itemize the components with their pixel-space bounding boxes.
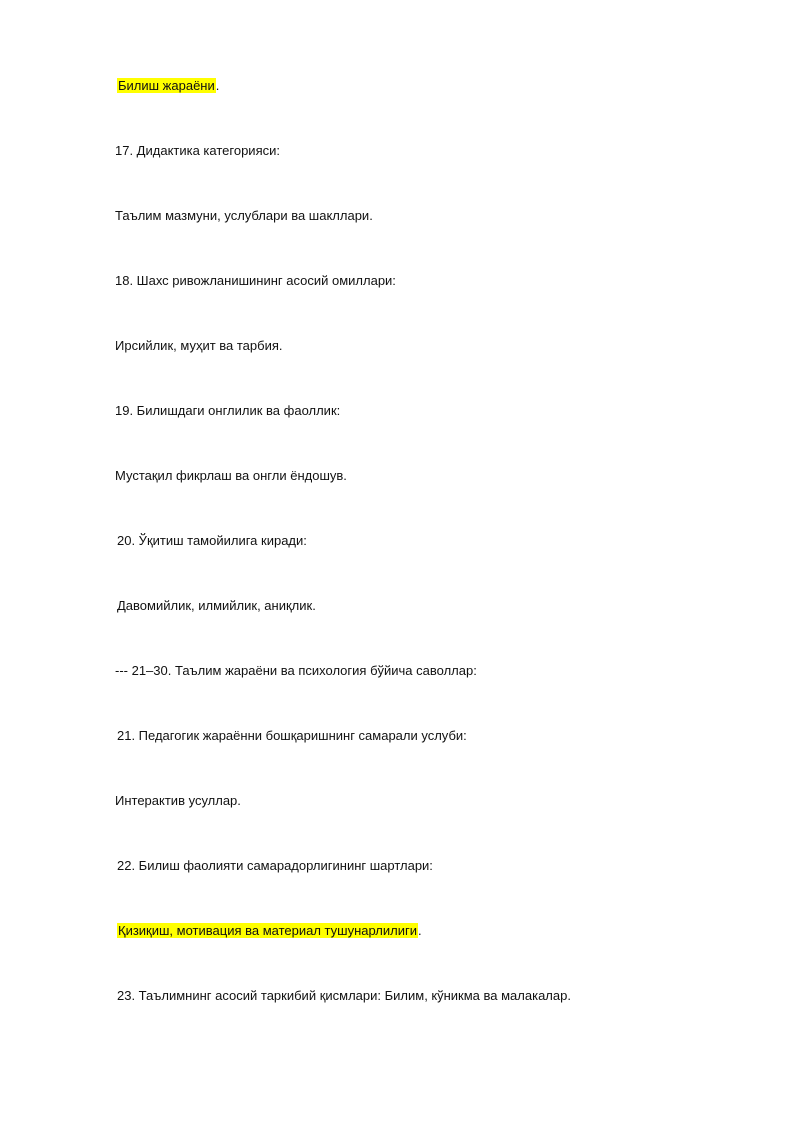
answer-line-20: Давомийлик, илмийлик, аниқлик. [117, 598, 316, 613]
question-line-23: 23. Таълимнинг асосий таркибий қисмлари: Билим, кўникма ва малакалар. [117, 988, 571, 1003]
question-line-22: 22. Билиш фаолияти самарадорлигининг шартлари: [117, 858, 433, 873]
question-line-17: 17. Дидактика категорияси: [115, 143, 280, 158]
answer-line-21: Интерактив усуллар. [115, 793, 241, 808]
answer-line-highlighted [117, 78, 219, 94]
question-line-18: 18. Шахс ривожланишининг асосий омиллари: [115, 273, 396, 288]
question-line-19: 19. Билишдаги онглилик ва фаоллик: [115, 403, 341, 418]
answer-line-17: Таълим мазмуни, услублари ва шакллари. [115, 208, 373, 223]
highlighted-text: Билиш жараёни [118, 78, 215, 93]
question-line-20: 20. Ўқитиш тамойилига киради: [117, 533, 307, 548]
highlighted-text: Қизиқиш, мотивация ва материал тушунарлилиги [118, 923, 417, 938]
question-line-21: 21. Педагогик жараённи бошқаришнинг самарали услуби: [117, 728, 467, 743]
line-suffix: . [417, 923, 422, 938]
answer-line-18: Ирсийлик, муҳит ва тарбия. [115, 338, 283, 353]
section-heading-21-30: --- 21–30. Таълим жараёни ва психология бўйича саволлар: [115, 663, 477, 678]
answer-line-19: Мустақил фикрлаш ва онгли ёндошув. [115, 468, 347, 483]
line-suffix: . [215, 78, 220, 93]
answer-line-22-highlighted [117, 923, 422, 939]
